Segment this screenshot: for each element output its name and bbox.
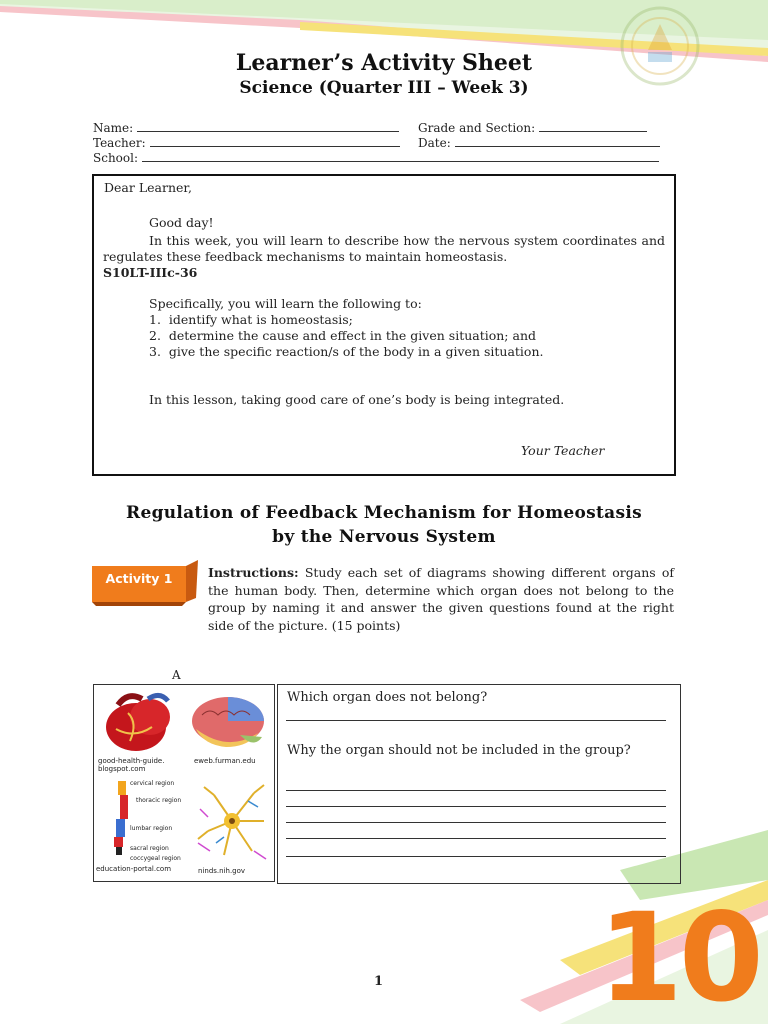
spine-caption: education-portal.com <box>96 865 172 873</box>
questions-box <box>277 684 681 884</box>
answer-line-3[interactable] <box>286 806 666 807</box>
spine-region-label: cervical region <box>130 780 175 787</box>
page-number: 1 <box>374 974 384 989</box>
school-field[interactable] <box>93 150 659 165</box>
objectives-intro: Specifically, you will learn the following to: <box>149 296 422 311</box>
spine-region-label: thoracic region <box>136 797 182 804</box>
spine-region-label: coccygeal region <box>130 855 181 862</box>
letter-greeting: Good day! <box>149 215 214 230</box>
instructions-label: Instructions: <box>208 565 299 580</box>
name-label: Name: <box>93 121 134 135</box>
competency-code: S10LT-IIIc-36 <box>103 265 198 280</box>
spine-region-labels <box>130 781 181 862</box>
date-field[interactable] <box>418 135 660 150</box>
answer-line-6[interactable] <box>286 856 666 857</box>
grade-label: Grade and Section: <box>418 121 536 135</box>
grade-level-number: 10 <box>598 887 760 1029</box>
lesson-title-line2: by the Nervous System <box>272 527 496 547</box>
heart-caption: good-health-guide. blogspot.com <box>98 757 165 773</box>
answer-line-2[interactable] <box>286 790 666 791</box>
answer-line-4[interactable] <box>286 822 666 823</box>
set-a-label: A <box>172 668 181 682</box>
objective-item: 3. give the specific reaction/s of the body in a given situation. <box>149 344 544 359</box>
grade-field[interactable] <box>418 120 647 135</box>
brain-icon <box>188 693 270 755</box>
lesson-title-line1: Regulation of Feedback Mechanism for Homeostasis <box>126 503 642 523</box>
objective-item: 1. identify what is homeostasis; <box>149 312 353 327</box>
objective-item: 2. determine the cause and effect in the given situation; and <box>149 328 537 343</box>
answer-line-1[interactable] <box>286 720 666 721</box>
brain-caption: eweb.furman.edu <box>194 757 256 765</box>
letter-intro: In this week, you will learn to describe how the nervous system coordinates and regulates these feedback mechanisms to maintain homeostasis. <box>103 233 665 264</box>
answer-line-5[interactable] <box>286 838 666 839</box>
school-label: School: <box>93 151 138 165</box>
integration-note: In this lesson, taking good care of one’s body is being integrated. <box>149 392 565 407</box>
activity-tag-label: Activity 1 <box>105 571 173 586</box>
spine-region-label: sacral region <box>130 845 169 852</box>
letter-signature: Your Teacher <box>521 443 605 458</box>
grade-blank[interactable] <box>539 120 647 132</box>
teacher-blank[interactable] <box>150 135 400 147</box>
page-subtitle: Science (Quarter III – Week 3) <box>239 78 529 98</box>
spine-region-label: lumbar region <box>130 825 173 832</box>
date-label: Date: <box>418 136 451 150</box>
question-1: Which organ does not belong? <box>287 690 488 705</box>
heart-icon <box>98 689 184 755</box>
instructions-text: Study each set of diagrams showing different organs of the human body. Then, determine which organ does not belong to the group by naming it and answer the given questions found at the right side of the picture. (15 points) <box>208 565 674 633</box>
name-blank[interactable] <box>137 120 399 132</box>
neuron-icon <box>194 781 270 863</box>
date-blank[interactable] <box>455 135 660 147</box>
teacher-field[interactable] <box>93 135 400 150</box>
name-field[interactable] <box>93 120 399 135</box>
objectives-list <box>149 312 543 360</box>
page-title: Learner’s Activity Sheet <box>235 50 533 76</box>
letter-salutation: Dear Learner, <box>104 180 192 195</box>
diagram-box <box>93 684 275 882</box>
activity-instructions <box>208 564 674 634</box>
school-blank[interactable] <box>142 150 659 162</box>
question-2: Why the organ should not be included in the group? <box>287 743 631 758</box>
neuron-caption: ninds.nih.gov <box>198 867 246 875</box>
teacher-label: Teacher: <box>93 136 146 150</box>
